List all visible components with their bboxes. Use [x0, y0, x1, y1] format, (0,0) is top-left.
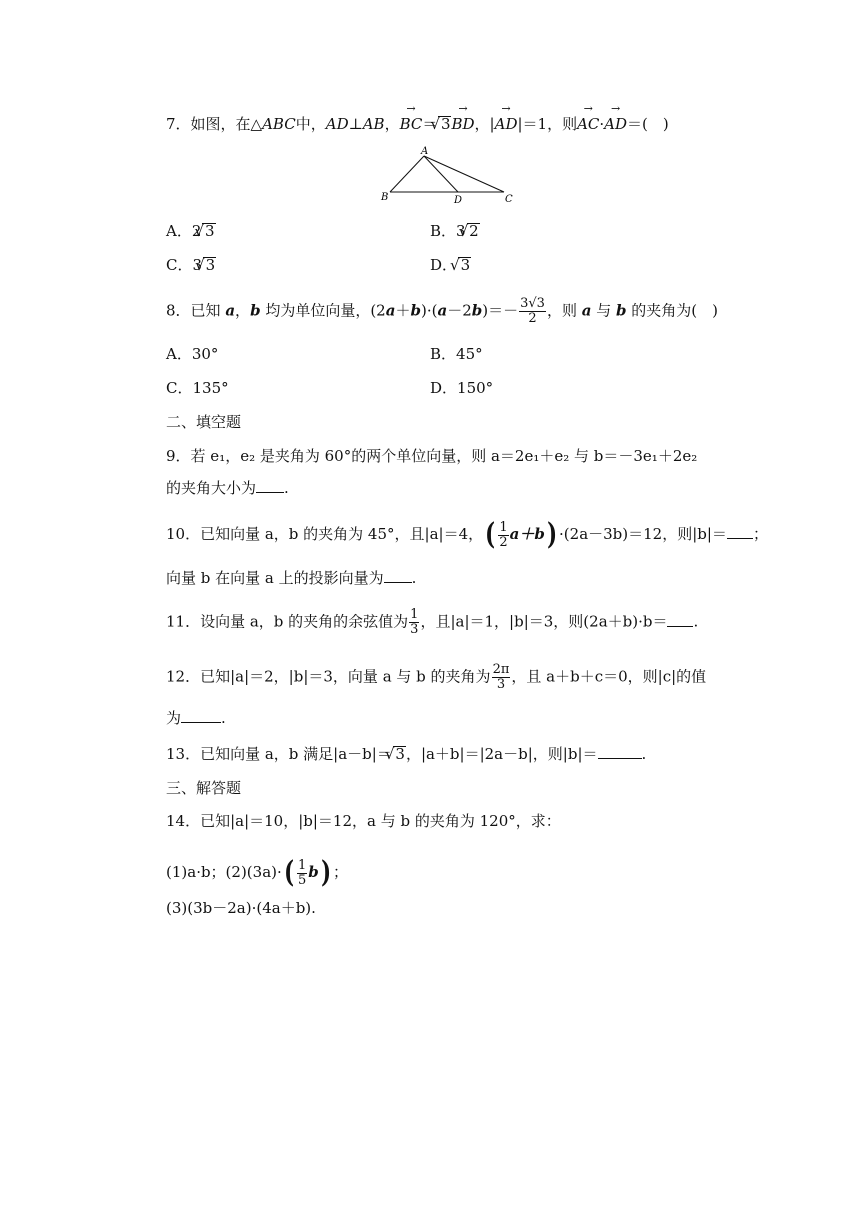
question-7: 7．如图，在△ABC中，AD⊥AB，→ BC＝√ 3→ BD，|→ AD|＝1，则→ AC·→ AD＝( )	[166, 114, 669, 134]
q10-answer-blank-1[interactable]	[727, 524, 753, 539]
triangle-figure	[376, 144, 520, 208]
side-ac	[424, 156, 504, 192]
vector-bd: → BD	[451, 114, 474, 134]
q12-answer-blank[interactable]	[181, 708, 221, 723]
side-ab	[390, 156, 424, 192]
vector-bc: → BC	[400, 114, 423, 134]
vertex-a-label: A	[421, 146, 429, 157]
fraction-1-over-3: $\frac{1}{3}$	[410, 607, 419, 637]
question-9-line-2: 的夹角大小为 .	[166, 479, 289, 497]
vector-ad: → AD	[495, 114, 518, 134]
q7-option-c[interactable]: C．3√ 3	[166, 255, 216, 275]
q7-option-a[interactable]: A．2√ 3	[166, 221, 216, 241]
question-13: 13．已知向量 a，b 满足|a－b|＝√ 3，|a＋b|＝|2a－b|，则|b|＝ .	[166, 744, 646, 764]
q8-option-c[interactable]: C．135°	[166, 379, 229, 397]
q7-option-d[interactable]: D．√ 3	[430, 255, 471, 275]
vertex-c-label: C	[505, 194, 513, 205]
question-12: 12．已知|a|＝2，|b|＝3，向量 a 与 b 的夹角为 $\frac{2\pi}{3}$ ，且 a＋b＋c＝0，则|c|的值	[166, 662, 707, 692]
question-8: 8．已知 a，b 均为单位向量，(2a＋b)·(a－2b)＝－ $\frac{3√3}{2}$ ，则 a 与 b 的夹角为( )	[166, 296, 718, 326]
point-d-label: D	[454, 195, 463, 206]
fraction-1-over-5: $\frac{1}{5}$	[297, 857, 307, 888]
section-fill-in-heading: 二、填空题	[166, 413, 242, 431]
q7-option-b[interactable]: B．3√ 2	[430, 221, 480, 241]
fraction-3sqrt3-over-2: $\frac{3√3}{2}$	[520, 296, 545, 326]
q13-answer-blank[interactable]	[598, 744, 642, 759]
vertex-b-label: B	[381, 192, 389, 203]
question-10: 10．已知向量 a，b 的夹角为 45°，且|a|＝4，( $\frac{1}{2}$ a＋b) ·(2a－3b)＝12，则|b|＝ ；	[166, 517, 768, 552]
fraction-1-over-2: $\frac{1}{2}$	[499, 519, 508, 550]
question-14-line-1: 14．已知|a|＝10，|b|＝12，a 与 b 的夹角为 120°，求：	[166, 812, 561, 830]
question-12-line-2: 为 .	[166, 709, 226, 727]
segment-ad	[424, 156, 458, 192]
question-10-line-2: 向量 b 在向量 a 上的投影向量为 .	[166, 569, 417, 587]
question-14-part-3: (3)(3b－2a)·(4a＋b).	[166, 899, 316, 917]
q8-option-b[interactable]: B．45°	[430, 345, 483, 363]
fraction-2pi-over-3: $\frac{2\pi}{3}$	[492, 662, 510, 692]
vector-ac: → AC	[577, 114, 599, 134]
question-9-line-1: 9．若 e₁，e₂ 是夹角为 60°的两个单位向量，则 a＝2e₁＋e₂ 与 b＝－3e₁＋2e₂	[166, 447, 698, 465]
vector-ad-2: → AD	[604, 114, 627, 134]
question-14-part-1-2: (1)a·b；(2)(3a)·( $\frac{1}{5}$ b) ；	[166, 855, 348, 890]
section-answer-heading: 三、解答题	[166, 779, 242, 797]
q9-answer-blank[interactable]	[256, 478, 284, 493]
q8-option-a[interactable]: A．30°	[166, 345, 219, 363]
q10-answer-blank-2[interactable]	[384, 568, 412, 583]
q8-option-d[interactable]: D．150°	[430, 379, 494, 397]
q11-answer-blank[interactable]	[667, 612, 693, 627]
question-11: 11．设向量 a，b 的夹角的余弦值为 $\frac{1}{3}$ ，且|a|＝1，|b|＝3，则(2a＋b)·b＝ .	[166, 607, 699, 637]
